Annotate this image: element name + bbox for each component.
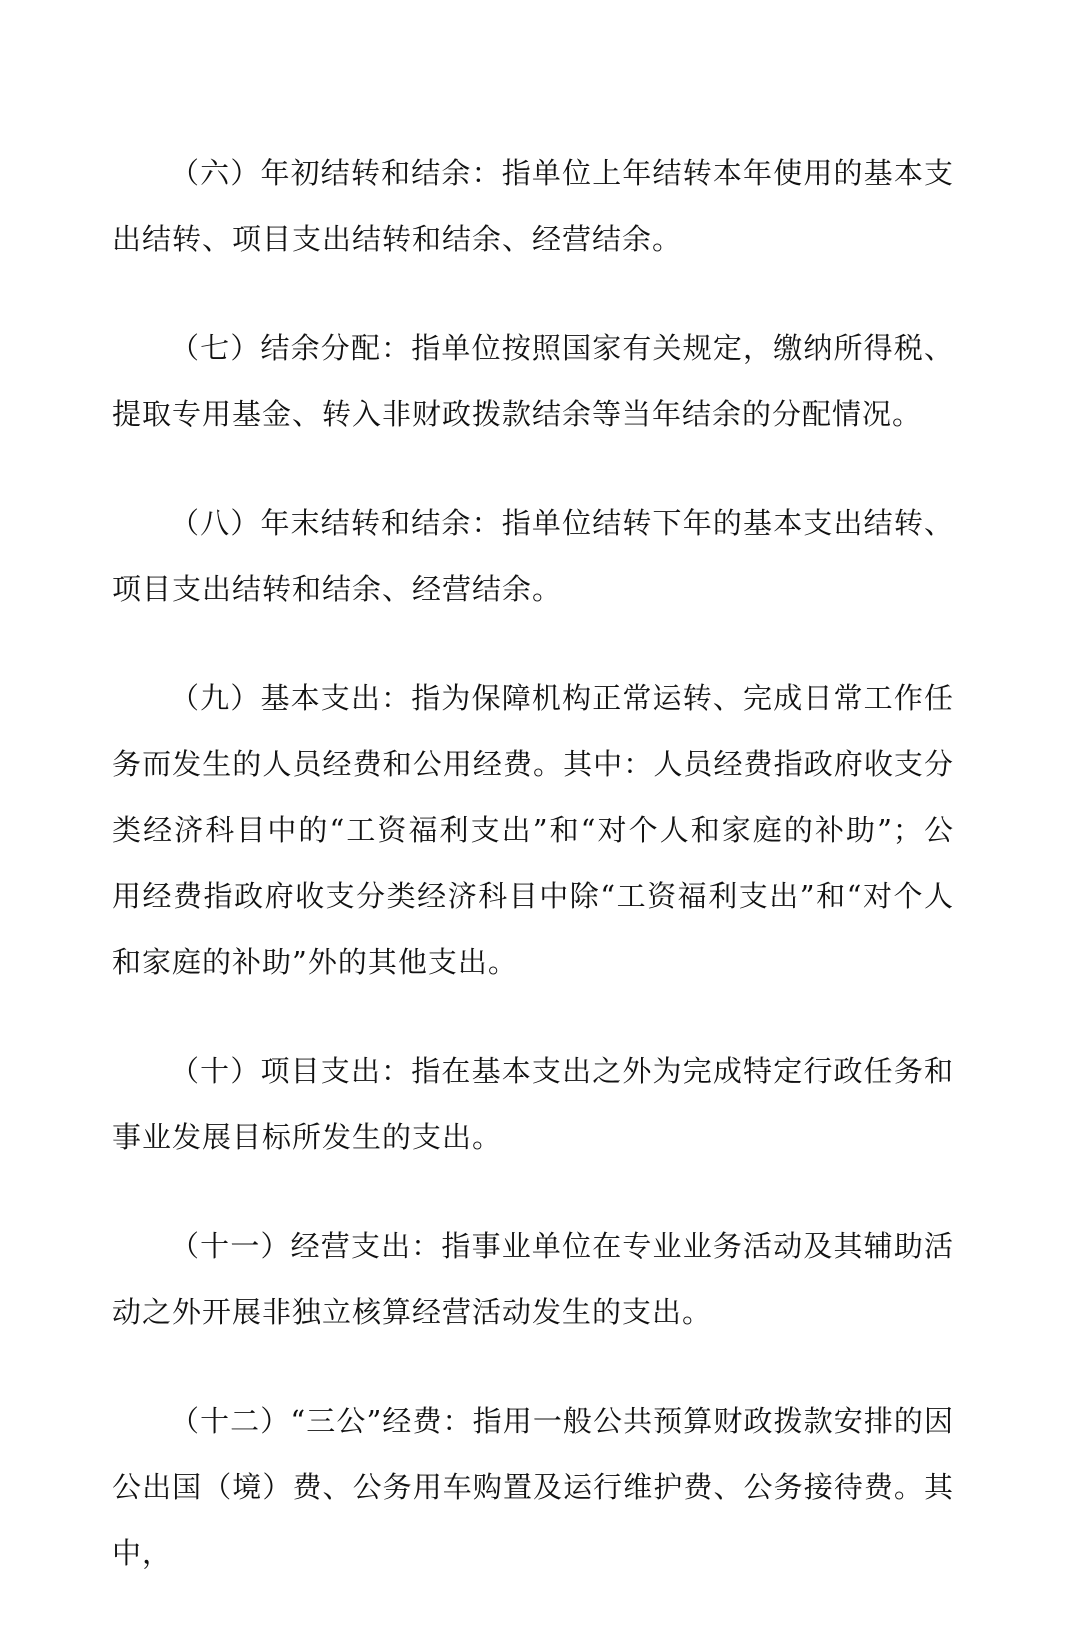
- paragraph-12-three-public-expenses: （十二）“三公”经费：指用一般公共预算财政拨款安排的因公出国（境）费、公务用车购置及运行维护费、公务接待费。其中，: [112, 1404, 954, 1570]
- paragraph-6-carryover-balance: （六）年初结转和结余：指单位上年结转本年使用的基本支出结转、项目支出结转和结余、经营结余。: [112, 156, 954, 256]
- paragraph-11-operating-expenditure: （十一）经营支出：指事业单位在专业业务活动及其辅助活动之外开展非独立核算经营活动发生的支出。: [112, 1229, 954, 1329]
- paragraph-10-project-expenditure: （十）项目支出：指在基本支出之外为完成特定行政任务和事业发展目标所发生的支出。: [112, 1054, 954, 1154]
- document-body: [112, 140, 954, 1629]
- paragraph-9-basic-expenditure: （九）基本支出：指为保障机构正常运转、完成日常工作任务而发生的人员经费和公用经费。其中：人员经费指政府收支分类经济科目中的“工资福利支出”和“对个人和家庭的补助”；公用经费指政府收支分类经济科目中除“工资福利支出”和“对个人和家庭的补助”外的其他支出。: [112, 681, 954, 979]
- paragraph-8-year-end-carryover: （八）年末结转和结余：指单位结转下年的基本支出结转、项目支出结转和结余、经营结余。: [112, 506, 954, 606]
- paragraph-7-balance-distribution: （七）结余分配：指单位按照国家有关规定，缴纳所得税、提取专用基金、转入非财政拨款结余等当年结余的分配情况。: [112, 331, 954, 431]
